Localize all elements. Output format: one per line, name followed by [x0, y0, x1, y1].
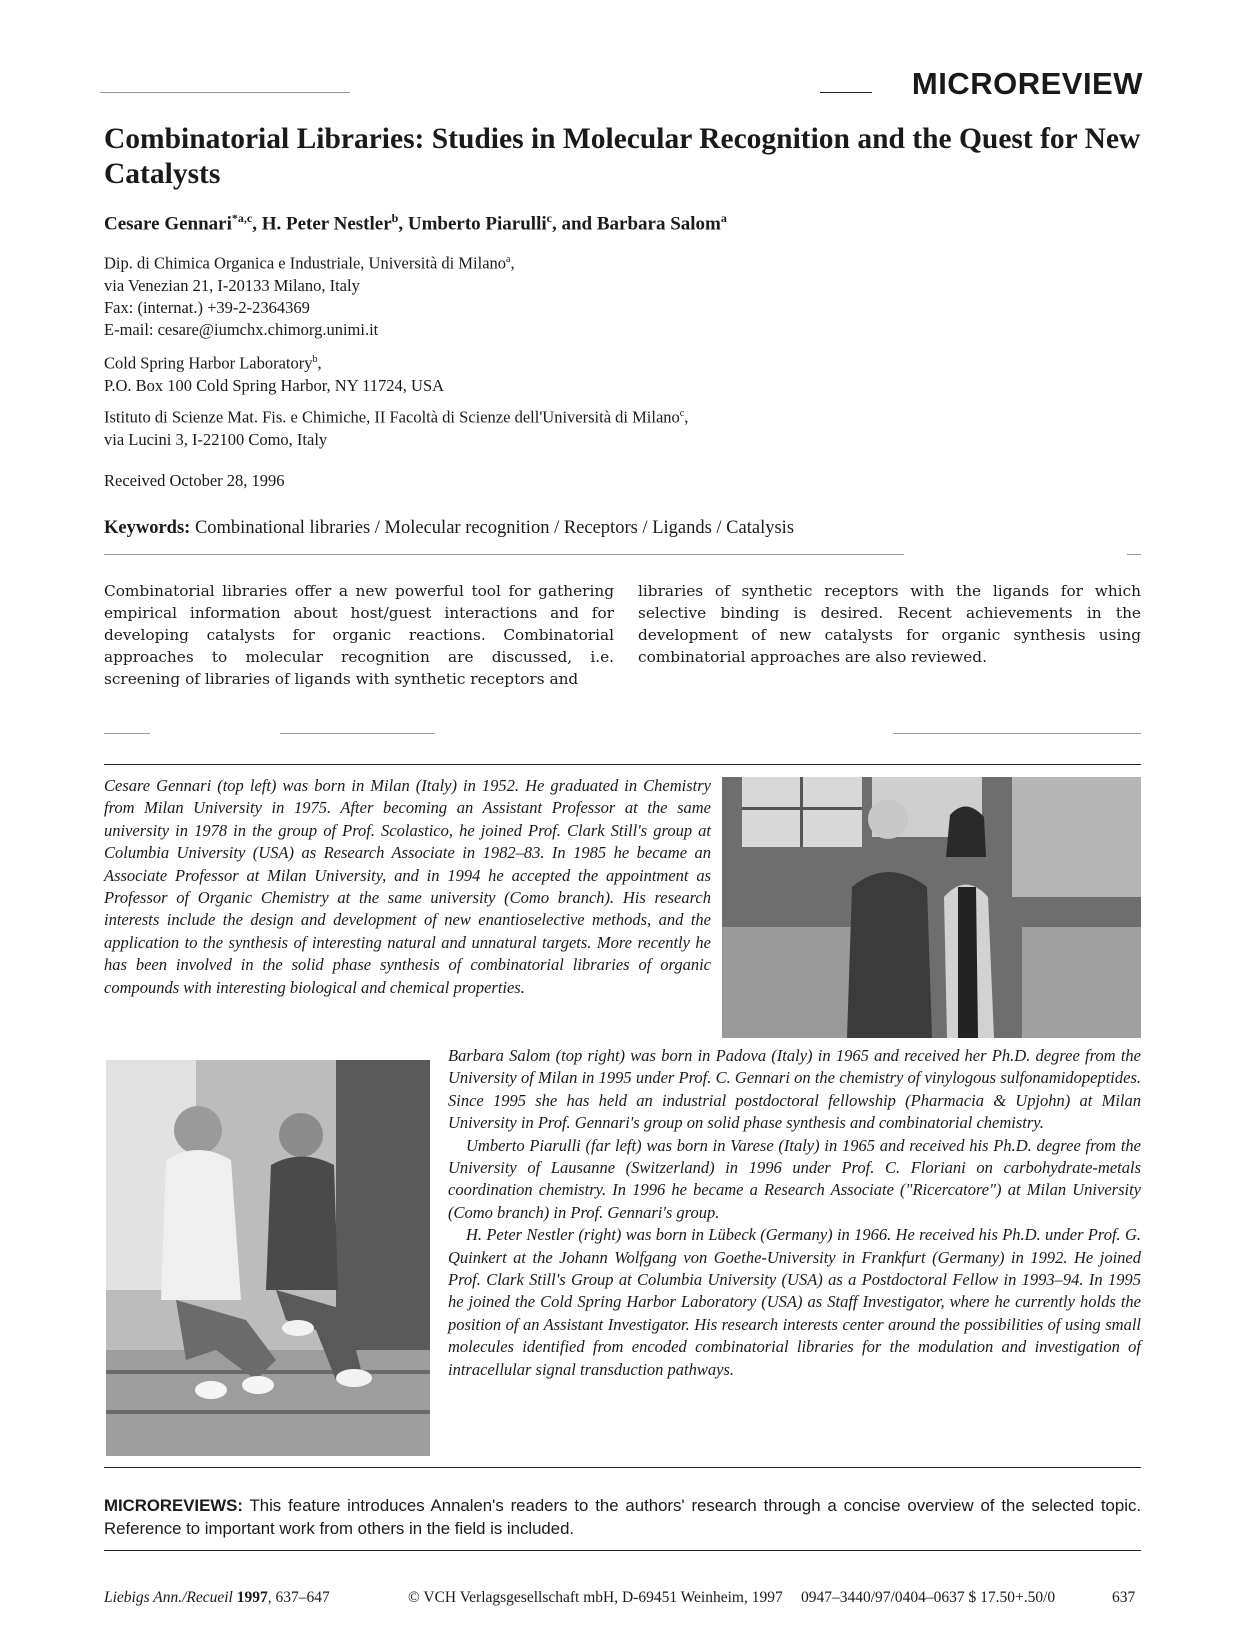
microreviews-note: [104, 1494, 1141, 1540]
header-rule-left: [100, 92, 350, 93]
bio-nestler: H. Peter Nestler (right) was born in Lübeck (Germany) in 1966. He received his Ph.D. under Prof. G. Quinkert at the Johann Wolfgang von Goethe-University in Frankfurt (Germany) in 1992. He joined Prof. Clark Still's Group at Columbia University (USA) as a Postdoctoral Fellow in 1993–94. In 1995 he joined the Cold Spring Harbor Laboratory (USA) as Staff Investigator, where he currently holds the position of an Assistant Investigator. His research interests center around the possibilities of using small molecules identified from encoded combinatorial libraries for the modulation and investigation of intracellular signal transduction pathways.: [448, 1225, 1141, 1379]
affiliation-a: Dip. di Chimica Organica e Industriale, Università di Milano$^a$, via Venezian 21, I-20133 Milano, Italy Fax: (internat.) +39-2-2364369 E-mail: cesare@iumchx.chimorg.unimi.it: [104, 253, 515, 339]
keywords-label: Keywords:: [104, 518, 191, 538]
microreviews-rule-bottom: [104, 1550, 1141, 1551]
microreviews-text: This feature introduces Annalen's readers to the authors' research through a concise overview of the selected topic. Reference to important work from others in the field is included.: [104, 1496, 1142, 1538]
header-rule-right: [820, 92, 872, 93]
abstract-rule-left: [104, 733, 150, 734]
author-name: Cesare Gennari: [104, 213, 232, 235]
footer-citation: [104, 1589, 330, 1607]
bio-section-rule: [104, 764, 1141, 765]
footer-publisher: © VCH Verlagsgesellschaft mbH, D-69451 Weinheim, 1997: [408, 1589, 783, 1606]
abstract-rule-right: [893, 733, 1141, 734]
affiliation-b: Cold Spring Harbor Laboratory$^b$, P.O. Box 100 Cold Spring Harbor, NY 11724, USA: [104, 353, 445, 395]
footer-year: 1997: [236, 1589, 268, 1606]
author-name: H. Peter Nestler: [261, 213, 392, 235]
section-label: MICROREVIEW: [911, 66, 1143, 101]
author-marks: a: [720, 211, 727, 225]
abstract-column-1: Combinatorial libraries offer a new powerful tool for gathering empirical information about host/guest interactions and for developing catalysts for organic reactions. Combinatorial approaches to molecular recognition are discussed, i.e. screening of libraries of ligands with synthetic receptors and: [104, 582, 614, 688]
microreviews-rule-top: [104, 1467, 1141, 1468]
footer-journal: Liebigs Ann./Recueil: [104, 1589, 233, 1606]
keywords-rule-end: [1127, 554, 1141, 555]
received-date: Received October 28, 1996: [104, 471, 285, 490]
bio-gennari: Cesare Gennari (top left) was born in Milan (Italy) in 1952. He graduated in Chemistry from Milan University in 1975. After becoming an Assistant Professor at the same university in 1978 in the group of Prof. Scolastico, he joined Prof. Clark Still's group at Columbia University (USA) as Research Associate in 1982–83. In 1985 he became an Associate Professor at Milan University, and in 1994 he accepted the appointment as Professor of Organic Chemistry at the same university (Como branch). His research interests include the design and development of new enantioselective methods, and the application to the synthesis of interesting natural and unnatural targets. More recently he has been involved in the solid phase synthesis of combinatorial libraries of organic compounds with interesting biological and chemical properties.: [104, 776, 711, 997]
footer-code: 0947–3440/97/0404–0637 $ 17.50+.50/0: [801, 1589, 1056, 1606]
microreviews-label: MICROREVIEWS:: [104, 1496, 243, 1515]
author-list: Cesare Gennari$^{*a,c}$, H. Peter Nestler$^b$, Umberto Piarulli$^c$, and Barbara Salom$^a$: [104, 211, 727, 235]
keywords-text: Combinational libraries / Molecular recognition / Receptors / Ligands / Catalysis: [194, 518, 795, 538]
footer-page-number: 637: [1112, 1589, 1136, 1606]
bio-others: [448, 1045, 1141, 1381]
keywords-rule: [104, 554, 904, 555]
abstract-rule-mid: [280, 733, 435, 734]
author-name: Umberto Piarulli: [407, 213, 547, 235]
author-marks: b: [391, 211, 399, 225]
photo-piarulli-nestler: [106, 1060, 430, 1456]
lab-photo-illustration: [722, 777, 1141, 1038]
keywords: [104, 518, 794, 539]
bio-salom: Barbara Salom (top right) was born in Padova (Italy) in 1965 and received her Ph.D. degree from the University of Milan in 1995 under Prof. C. Gennari on the chemistry of vinylogous sulfonamidopeptides. Since 1995 she has held an industrial postdoctoral fellowship (Pharmacia & Upjohn) at Milan University in Prof. Gennari's group on solid phase synthesis and combinatorial chemistry.: [448, 1046, 1141, 1133]
author-marks: c: [546, 211, 552, 225]
article-title: Combinatorial Libraries: Studies in Molecular Recognition and the Quest for New Catalysts: [104, 123, 1141, 190]
bio-piarulli: Umberto Piarulli (far left) was born in Varese (Italy) in 1965 and received his Ph.D. degree from the University of Lausanne (Switzerland) in 1996 under Prof. C. Floriani on carbohydrate-metals coordination chemistry. In 1996 he became a Research Associate ("Ricercatore") at Milan University (Como branch) in Prof. Gennari's group.: [448, 1135, 1141, 1222]
steps-photo-illustration: [106, 1060, 430, 1456]
author-marks: *a,c: [231, 211, 253, 225]
affiliation-c: Istituto di Scienze Mat. Fis. e Chimiche, II Facoltà di Scienze dell'Università di Milano$^c$, via Lucini 3, I-22100 Como, Italy: [104, 407, 689, 449]
abstract-column-2: libraries of synthetic receptors with the ligands for which selective binding is desired. Recent achievements in the development of new catalysts for organic synthesis using combinatorial approaches are also reviewed.: [638, 582, 1141, 666]
author-name: Barbara Salom: [596, 213, 721, 235]
photo-salom-gennari: [722, 777, 1141, 1038]
footer-pages: , 637–647: [267, 1589, 330, 1606]
